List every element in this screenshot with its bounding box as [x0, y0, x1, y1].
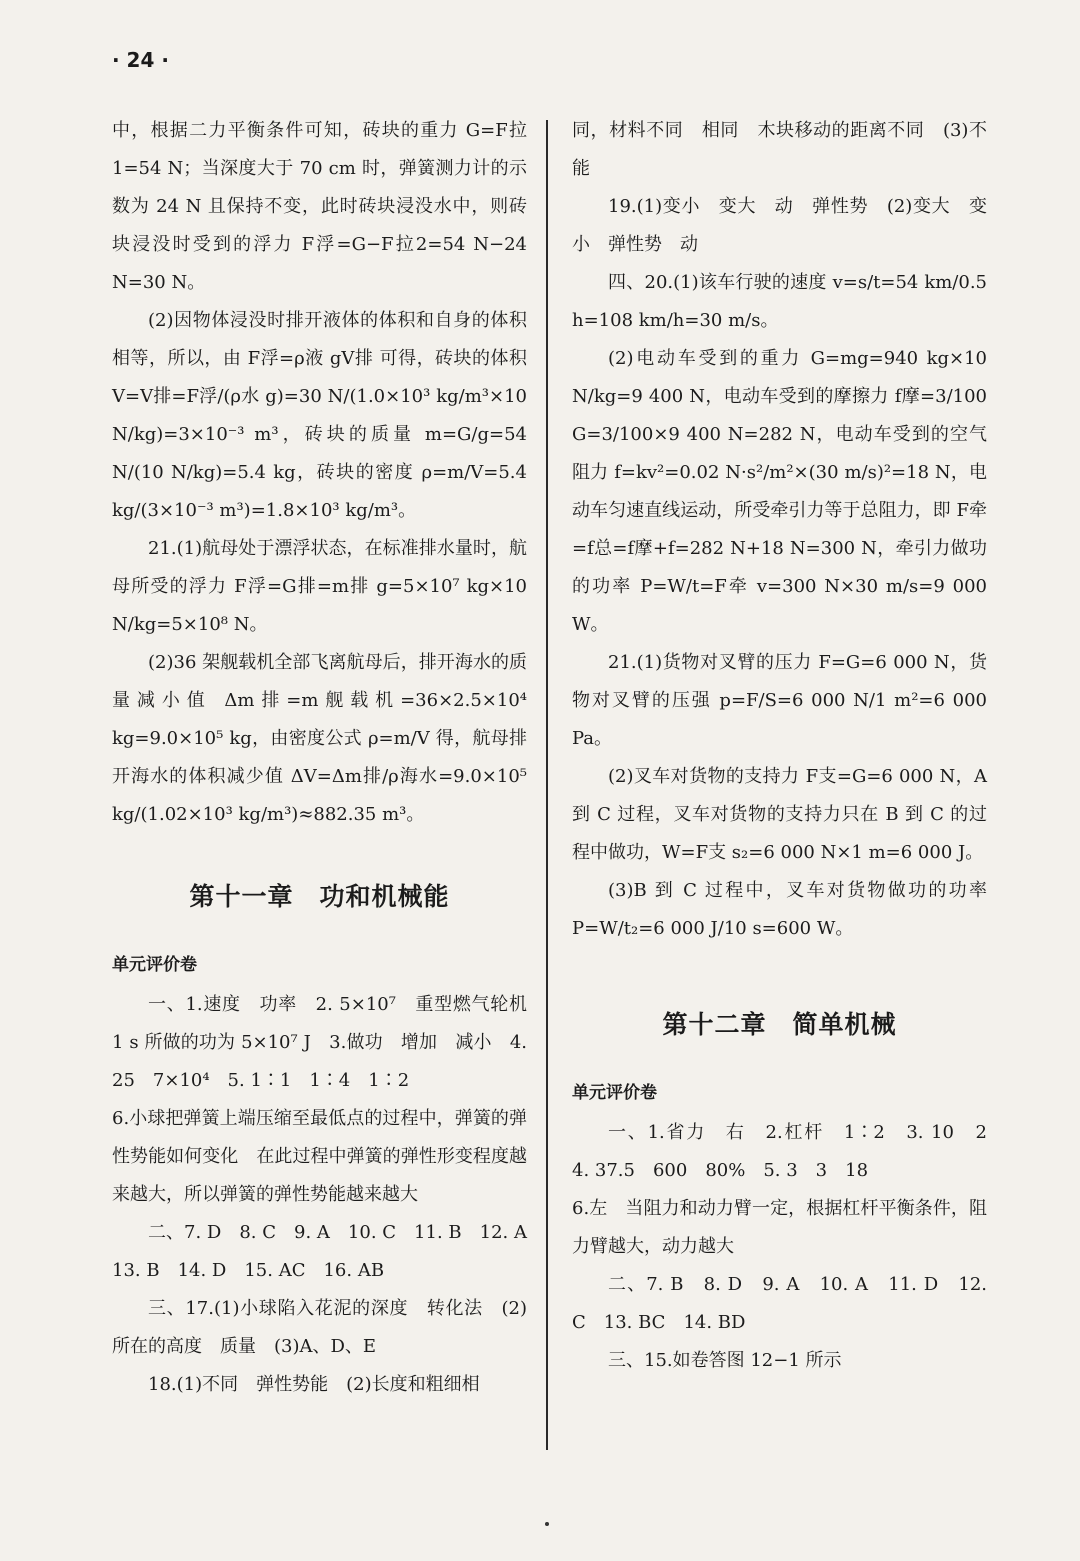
paragraph: (2)电动车受到的重力 G=mg=940 kg×10 N/kg=9 400 N，电动车受到的摩擦力 f摩=3/100 G=3/100×9 400 N=282 N，电动车受到的空气阻力 f=kv²=0.02 N·s²/m²×(30 m/s)²=18 N，电动车匀速直线运动，所受牵引力等于总阻力，即 F牵=f总=f摩+f=282 N+18 N=300 N，牵引力做功的功率 P=W/t=F牵 v=300 N×30 m/s=9 000 W。 — [572, 348, 987, 635]
paragraph: 二、7. D 8. C 9. A 10. C 11. B 12. A 13. B 14. D 15. AC 16. AB — [112, 1222, 545, 1281]
paragraph: 三、17.(1)小球陷入花泥的深度 转化法 (2)所在的高度 质量 (3)A、D、E — [112, 1298, 527, 1357]
right-bottom-paragraphs — [572, 1114, 1005, 1380]
left-top-paragraphs — [112, 112, 527, 834]
paragraph: (3)B 到 C 过程中，叉车对货物做功的功率 P=W/t₂=6 000 J/10 s=600 W。 — [572, 880, 987, 939]
paragraph: 同，材料不同 相同 木块移动的距离不同 (3)不能 — [572, 120, 987, 179]
paragraph: 21.(1)货物对叉臂的压力 F=G=6 000 N，货物对叉臂的压强 p=F/S=6 000 N/1 m²=6 000 Pa。 — [572, 652, 987, 749]
footer-dot — [545, 1522, 549, 1526]
left-column — [112, 112, 545, 1404]
right-top-paragraphs — [572, 112, 987, 948]
paragraph: (2)因物体浸没时排开液体的体积和自身的体积相等，所以，由 F浮=ρ液 gV排 可得，砖块的体积 V=V排=F浮/(ρ水 g)=30 N/(1.0×10³ kg/m³×10 N/kg)=3×10⁻³ m³，砖块的质量 m=G/g=54 N/(10 N/kg)=5.4 kg，砖块的密度 ρ=m/V=5.4 kg/(3×10⁻³ m³)=1.8×10³ kg/m³。 — [112, 310, 527, 521]
paragraph: (2)叉车对货物的支持力 F支=G=6 000 N，A 到 C 过程，叉车对货物的支持力只在 B 到 C 的过程中做功，W=F支 s₂=6 000 N×1 m=6 000 J。 — [572, 766, 987, 863]
paragraph: (2)36 架舰载机全部飞离航母后，排开海水的质量减小值 Δm排=m舰载机=36×2.5×10⁴ kg=9.0×10⁵ kg，由密度公式 ρ=m/V 得，航母排开海水的体积减少值 ΔV=Δm排/ρ海水=9.0×10⁵ kg/(1.02×10³ kg/m³)≈882.35 m³。 — [112, 652, 527, 825]
page-number: · 24 · — [112, 48, 169, 72]
paragraph: 中，根据二力平衡条件可知，砖块的重力 G=F拉1=54 N；当深度大于 70 cm 时，弹簧测力计的示数为 24 N 且保持不变，此时砖块浸没水中，则砖块浸没时受到的浮力 F浮=G−F拉2=54 N−24 N=30 N。 — [112, 120, 527, 293]
chapter-title-12: 第十二章 简单机械 — [662, 1010, 897, 1039]
left-bottom-paragraphs — [112, 986, 545, 1404]
paragraph: 三、15.如卷答图 12−1 所示 — [608, 1350, 842, 1371]
paragraph: 二、7. B 8. D 9. A 10. A 11. D 12. C 13. BC 14. BD — [572, 1274, 987, 1333]
paragraph: 一、1.省力 右 2.杠杆 1∶2 3. 10 2 4. 37.5 600 80% 5. 3 3 18 — [572, 1122, 1005, 1181]
paragraph: 19.(1)变小 变大 动 弹性势 (2)变大 变小 弹性势 动 — [572, 196, 987, 255]
section-title-12: 单元评价卷 — [572, 1083, 657, 1103]
column-divider — [546, 120, 548, 1450]
section-title-11: 单元评价卷 — [112, 955, 197, 975]
paragraph: 四、20.(1)该车行驶的速度 v=s/t=54 km/0.5 h=108 km/h=30 m/s。 — [572, 272, 987, 331]
paragraph: 18.(1)不同 弹性势能 (2)长度和粗细相 — [148, 1374, 480, 1395]
paragraph: 21.(1)航母处于漂浮状态，在标准排水量时，航母所受的浮力 F浮=G排=m排 g=5×10⁷ kg×10 N/kg=5×10⁸ N。 — [112, 538, 527, 635]
paragraph: 6.小球把弹簧上端压缩至最低点的过程中，弹簧的弹性势能如何变化 在此过程中弹簧的弹性形变程度越来越大，所以弹簧的弹性势能越来越大 — [112, 1108, 527, 1205]
chapter-title-11: 第十一章 功和机械能 — [189, 882, 450, 911]
paragraph: 6.左 当阻力和动力臂一定，根据杠杆平衡条件，阻力臂越大，动力越大 — [572, 1198, 987, 1257]
paragraph: 一、1.速度 功率 2. 5×10⁷ 重型燃气轮机 1 s 所做的功为 5×10⁷ J 3.做功 增加 减小 4. 25 7×10⁴ 5. 1∶1 1∶4 1∶2 — [112, 994, 527, 1091]
right-column — [572, 112, 1005, 1380]
